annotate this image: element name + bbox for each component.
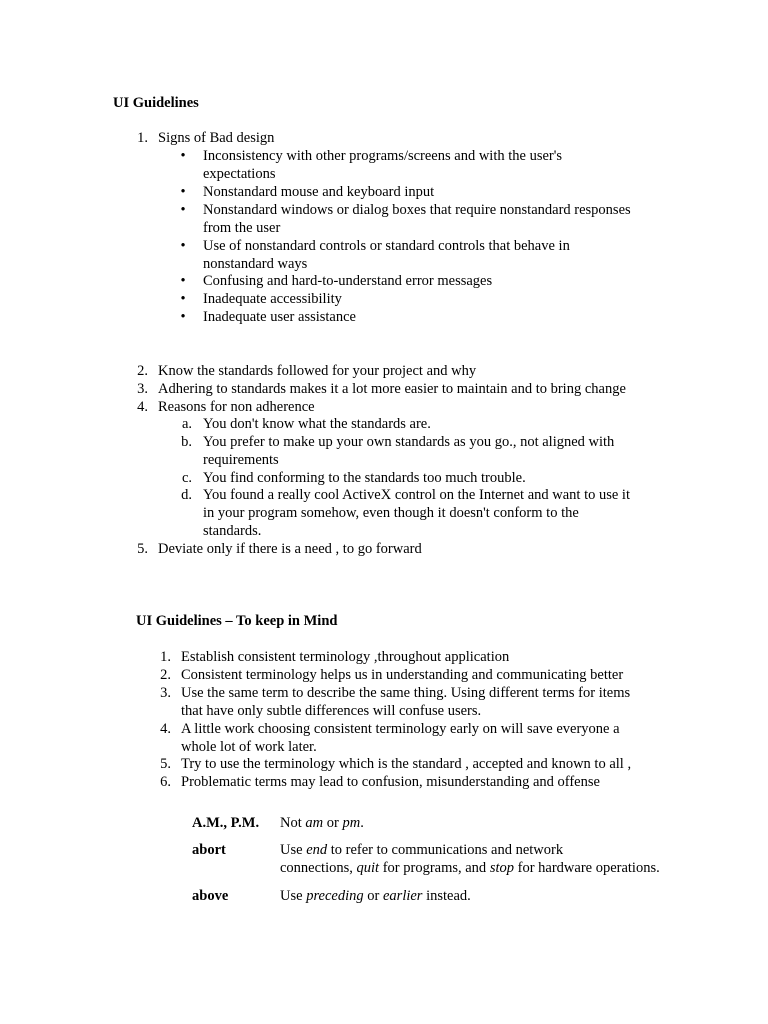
list-item-text: Problematic terms may lead to confusion, misunderstanding and offense: [181, 774, 600, 790]
list-item-text-continued: whole lot of work later.: [181, 739, 317, 755]
bullet-text-continued: from the user: [203, 220, 281, 236]
lettered-item-text-continued: standards.: [203, 523, 262, 539]
list-item-text: Know the standards followed for your project and why: [158, 363, 477, 379]
list-marker: 5.: [137, 541, 148, 557]
letter-marker: a.: [181, 416, 192, 432]
list-marker: 2.: [137, 363, 148, 379]
letter-marker: b.: [181, 434, 192, 450]
list-marker: 2.: [160, 667, 171, 683]
bullet-icon: •: [180, 309, 186, 325]
lettered-item-text-continued: requirements: [203, 452, 279, 468]
list-marker: 5.: [160, 756, 171, 772]
section-heading-to-keep-in-mind: UI Guidelines – To keep in Mind: [136, 613, 338, 629]
list-item-text: Signs of Bad design: [158, 130, 275, 146]
bullet-icon: •: [180, 291, 186, 307]
letter-marker: d.: [181, 487, 192, 503]
list-marker: 1.: [137, 130, 148, 146]
lettered-item-text-continued: in your program somehow, even though it doesn't conform to the: [203, 505, 579, 521]
term-definition-continued: connections, quit for programs, and stop for hardware operations.: [280, 860, 660, 876]
list-marker: 4.: [160, 721, 171, 737]
bullet-text: Nonstandard mouse and keyboard input: [203, 184, 435, 200]
list-item-text: Adhering to standards makes it a lot more easier to maintain and to bring change: [158, 381, 626, 397]
list-marker: 1.: [160, 649, 171, 665]
term-definition: Use end to refer to communications and network: [280, 842, 564, 858]
bullet-icon: •: [180, 148, 186, 164]
list-item-text: Deviate only if there is a need , to go forward: [158, 541, 422, 557]
list-item-text: Establish consistent terminology ,throughout application: [181, 649, 510, 665]
list-item-text: Consistent terminology helps us in understanding and communicating better: [181, 667, 624, 683]
letter-marker: c.: [181, 470, 192, 486]
list-marker: 6.: [160, 774, 171, 790]
bullet-text: Nonstandard windows or dialog boxes that require nonstandard responses: [203, 202, 631, 218]
list-marker: 4.: [137, 399, 148, 415]
term-above: above: [192, 888, 229, 904]
bullet-text-continued: expectations: [203, 166, 276, 182]
bullet-icon: •: [180, 202, 186, 218]
bullet-icon: •: [180, 238, 186, 254]
list-marker: 3.: [160, 685, 171, 701]
term-abort: abort: [192, 842, 226, 858]
list-item-text-continued: that have only subtle differences will confuse users.: [181, 703, 482, 719]
bullet-text: Inconsistency with other programs/screens and with the user's: [203, 148, 562, 164]
bullet-text: Confusing and hard-to-understand error messages: [203, 273, 493, 289]
bullet-text-continued: nonstandard ways: [203, 256, 308, 272]
term-definition: Use preceding or earlier instead.: [280, 888, 471, 904]
section-heading-ui-guidelines: UI Guidelines: [113, 95, 199, 111]
bullet-text: Inadequate user assistance: [203, 309, 356, 325]
list-item-text: Use the same term to describe the same thing. Using different terms for items: [181, 685, 631, 701]
lettered-item-text: You found a really cool ActiveX control on the Internet and want to use it: [203, 487, 630, 503]
lettered-item-text: You prefer to make up your own standards as you go., not aligned with: [203, 434, 615, 450]
bullet-icon: •: [180, 273, 186, 289]
term-am-pm: A.M., P.M.: [192, 815, 260, 831]
lettered-item-text: You don't know what the standards are.: [203, 416, 431, 432]
bullet-text: Inadequate accessibility: [203, 291, 342, 307]
list-item-text: Try to use the terminology which is the standard , accepted and known to all ,: [181, 756, 632, 772]
list-marker: 3.: [137, 381, 148, 397]
list-item-text: Reasons for non adherence: [158, 399, 315, 415]
list-item-text: A little work choosing consistent terminology early on will save everyone a: [181, 721, 620, 737]
bullet-text: Use of nonstandard controls or standard controls that behave in: [203, 238, 570, 254]
bullet-icon: •: [180, 184, 186, 200]
lettered-item-text: You find conforming to the standards too much trouble.: [203, 470, 526, 486]
term-definition: Not am or pm.: [280, 815, 364, 831]
